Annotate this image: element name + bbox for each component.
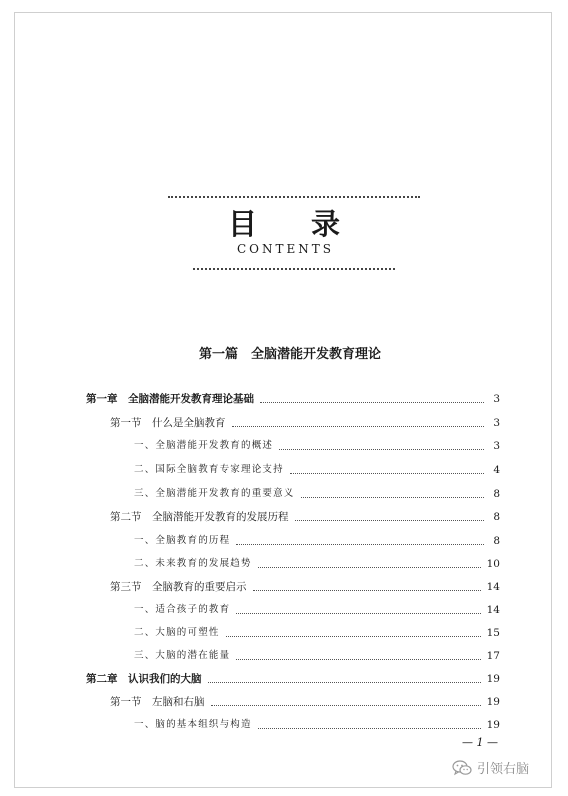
toc-entry-label: 一、全脑教育的历程 bbox=[134, 535, 231, 546]
toc-entry-page: 3 bbox=[493, 440, 500, 452]
toc-entry-label: 第二节 全脑潜能开发教育的发展历程 bbox=[110, 511, 289, 523]
toc-entry[interactable] bbox=[134, 485, 500, 501]
toc-entry[interactable] bbox=[110, 508, 500, 524]
toc-entry-label: 第二章 认识我们的大脑 bbox=[86, 673, 202, 685]
toc-entry-page: 10 bbox=[486, 558, 500, 570]
watermark bbox=[452, 758, 529, 777]
toc-entry[interactable] bbox=[86, 390, 500, 406]
toc-entry-label: 三、大脑的潜在能量 bbox=[134, 650, 231, 661]
toc-entry-label: 二、国际全脑教育专家理论支持 bbox=[134, 464, 284, 475]
top-dotted-rule bbox=[168, 196, 420, 198]
dot-leader bbox=[258, 567, 481, 568]
dot-leader bbox=[226, 636, 481, 637]
toc-subtitle: CONTENTS bbox=[236, 242, 334, 256]
dot-leader bbox=[232, 426, 485, 427]
dot-leader bbox=[260, 402, 484, 403]
watermark-text: 引领右脑 bbox=[477, 762, 530, 777]
toc-entry-page: 3 bbox=[493, 417, 500, 429]
toc-entry[interactable] bbox=[134, 532, 500, 548]
dot-leader bbox=[236, 613, 480, 614]
toc-entry-page: 14 bbox=[486, 604, 500, 616]
toc-entry-label: 三、全脑潜能开发教育的重要意义 bbox=[134, 488, 295, 499]
toc-entry[interactable] bbox=[86, 670, 500, 686]
page-number: — 1 — bbox=[462, 736, 498, 749]
part-title: 第一篇 全脑潜能开发教育理论 bbox=[198, 347, 381, 362]
toc-entry[interactable] bbox=[134, 555, 500, 571]
toc-entry[interactable] bbox=[134, 461, 500, 477]
toc-entry-page: 8 bbox=[493, 511, 500, 523]
dot-leader bbox=[236, 544, 484, 545]
toc-entry-label: 一、适合孩子的教育 bbox=[134, 604, 231, 615]
dot-leader bbox=[208, 682, 481, 683]
dot-leader bbox=[295, 520, 485, 521]
toc-entry[interactable] bbox=[134, 624, 500, 640]
toc-entry-label: 一、全脑潜能开发教育的概述 bbox=[134, 440, 274, 451]
dot-leader bbox=[253, 590, 481, 591]
toc-entry-label: 第一章 全脑潜能开发教育理论基础 bbox=[86, 393, 254, 405]
toc-entry-page: 8 bbox=[493, 488, 500, 500]
toc-entry-page: 17 bbox=[486, 650, 500, 662]
toc-entry-label: 第三节 全脑教育的重要启示 bbox=[110, 581, 247, 593]
toc-entry-page: 15 bbox=[486, 627, 500, 639]
dot-leader bbox=[211, 705, 481, 706]
dot-leader bbox=[290, 473, 484, 474]
bottom-dotted-rule bbox=[193, 268, 395, 270]
toc-entry-page: 4 bbox=[493, 464, 500, 476]
toc-title: 目 录 bbox=[227, 207, 363, 241]
dot-leader bbox=[301, 497, 484, 498]
toc-entry-page: 19 bbox=[486, 719, 500, 731]
toc-entry[interactable] bbox=[134, 647, 500, 663]
toc-entry-page: 19 bbox=[486, 673, 500, 685]
dot-leader bbox=[258, 728, 481, 729]
toc-entry[interactable] bbox=[134, 437, 500, 453]
toc-entry-label: 二、未来教育的发展趋势 bbox=[134, 558, 252, 569]
toc-entry[interactable] bbox=[110, 693, 500, 709]
toc-entry-page: 19 bbox=[486, 696, 500, 708]
dot-leader bbox=[236, 659, 480, 660]
toc-entry-label: 第一节 什么是全脑教育 bbox=[110, 417, 226, 429]
toc-entry-page: 14 bbox=[486, 581, 500, 593]
wechat-icon bbox=[452, 760, 472, 776]
toc-entry[interactable] bbox=[110, 414, 500, 430]
dot-leader bbox=[279, 449, 484, 450]
toc-entry[interactable] bbox=[134, 601, 500, 617]
toc-entry-page: 8 bbox=[493, 535, 500, 547]
toc-entry[interactable] bbox=[110, 578, 500, 594]
toc-entry-label: 一、脑的基本组织与构造 bbox=[134, 719, 252, 730]
toc-entry-page: 3 bbox=[493, 393, 500, 405]
toc-entry-label: 第一节 左脑和右脑 bbox=[110, 696, 205, 708]
toc-entry[interactable] bbox=[134, 716, 500, 732]
toc-entry-label: 二、大脑的可塑性 bbox=[134, 627, 220, 638]
